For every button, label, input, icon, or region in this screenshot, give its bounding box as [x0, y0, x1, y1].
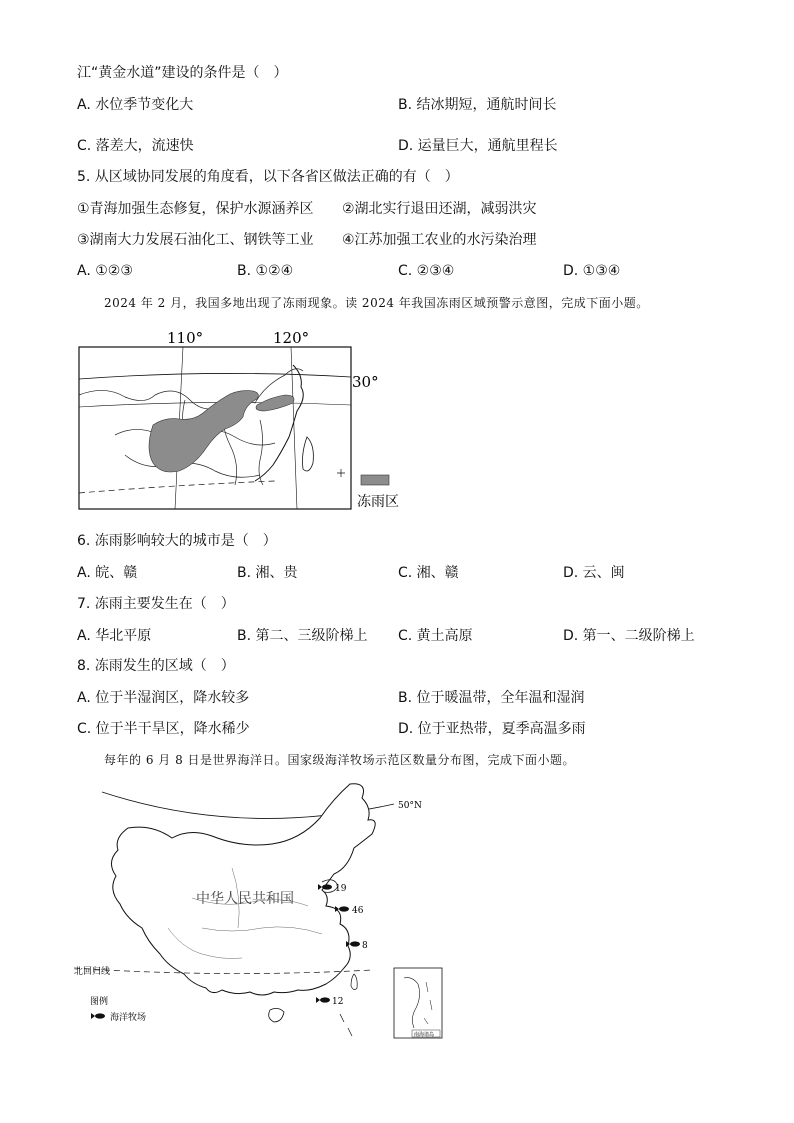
intro-ocean-day: 每年的 6 月 8 日是世界海洋日。国家级海洋牧场示范区数量分布图，完成下面小题。 — [104, 753, 576, 767]
lat-label-50n: 50°N — [398, 801, 422, 811]
q6-option-b[interactable]: B. 湘、贵 — [237, 565, 298, 581]
fish-icon-legend — [91, 1013, 105, 1019]
inset-label: 南海诸岛 — [414, 1032, 435, 1038]
q4-option-c[interactable]: C. 落差大，流速快 — [77, 138, 194, 154]
legend-item: 海洋牧场 — [110, 1013, 147, 1023]
q5-item-2: ②湖北实行退田还湖，减弱洪灾 — [342, 201, 537, 217]
count-east-sea: 8 — [362, 941, 368, 951]
tropic-label: 北回归线 — [74, 967, 111, 977]
count-south-sea: 12 — [332, 997, 344, 1007]
count-bohai: 19 — [335, 884, 347, 894]
q4-option-a[interactable]: A. 水位季节变化大 — [77, 97, 194, 113]
q6-option-a[interactable]: A. 皖、赣 — [77, 565, 138, 581]
q7-option-a[interactable]: A. 华北平原 — [77, 628, 152, 644]
q8-stem: 8. 冻雨发生的区域（ ） — [77, 658, 235, 674]
q6-option-c[interactable]: C. 湘、赣 — [398, 565, 459, 581]
freezing-rain-map — [75, 325, 415, 515]
q5-stem: 5. 从区域协同发展的角度看，以下各省区做法正确的有（ ） — [77, 169, 459, 185]
q4-option-b[interactable]: B. 结冰期短，通航时间长 — [398, 97, 557, 113]
q8-option-a[interactable]: A. 位于半湿润区，降水较多 — [77, 690, 250, 706]
lon-label-110: 110° — [167, 329, 204, 347]
q6-stem: 6. 冻雨影响较大的城市是（ ） — [77, 533, 277, 549]
q5-item-3: ③湖南大力发展石油化工、钢铁等工业 — [77, 232, 314, 248]
q7-option-c[interactable]: C. 黄土高原 — [398, 628, 473, 644]
q5-option-c[interactable]: C. ②③④ — [398, 263, 455, 279]
q7-stem: 7. 冻雨主要发生在（ ） — [77, 596, 235, 612]
marine-ranch-map — [72, 778, 452, 1043]
fish-icon-south-sea — [316, 997, 330, 1003]
q4-option-d[interactable]: D. 运量巨大，通航里程长 — [398, 138, 558, 154]
q4-stem: 江“黄金水道”建设的条件是（ ） — [77, 65, 288, 81]
lat-label-30: 30° — [352, 373, 379, 391]
q7-option-b[interactable]: B. 第二、三级阶梯上 — [237, 628, 368, 644]
q7-option-d[interactable]: D. 第一、二级阶梯上 — [563, 628, 695, 644]
legend-title: 图例 — [90, 997, 109, 1007]
q5-option-a[interactable]: A. ①②③ — [77, 263, 133, 279]
q8-option-c[interactable]: C. 位于半干旱区，降水稀少 — [77, 721, 250, 737]
q6-option-d[interactable]: D. 云、闽 — [563, 565, 625, 581]
q8-option-d[interactable]: D. 位于亚热带，夏季高温多雨 — [398, 721, 586, 737]
intro-freezing-rain: 2024 年 2 月，我国多地出现了冻雨现象。读 2024 年我国冻雨区域预警示意图，完成下面小题。 — [104, 296, 649, 310]
q8-option-b[interactable]: B. 位于暖温带，全年温和湿润 — [398, 690, 585, 706]
q5-item-4: ④江苏加强工农业的水污染治理 — [342, 232, 537, 248]
q5-option-b[interactable]: B. ①②④ — [237, 263, 294, 279]
q5-option-d[interactable]: D. ①③④ — [563, 263, 621, 279]
lon-label-120: 120° — [273, 329, 310, 347]
q5-item-1: ①青海加强生态修复，保护水源涵养区 — [77, 201, 314, 217]
legend-label-freezing-rain: 冻雨区 — [357, 494, 399, 510]
count-yellow-sea: 46 — [352, 906, 364, 916]
country-label: 中华人民共和国 — [196, 891, 294, 907]
